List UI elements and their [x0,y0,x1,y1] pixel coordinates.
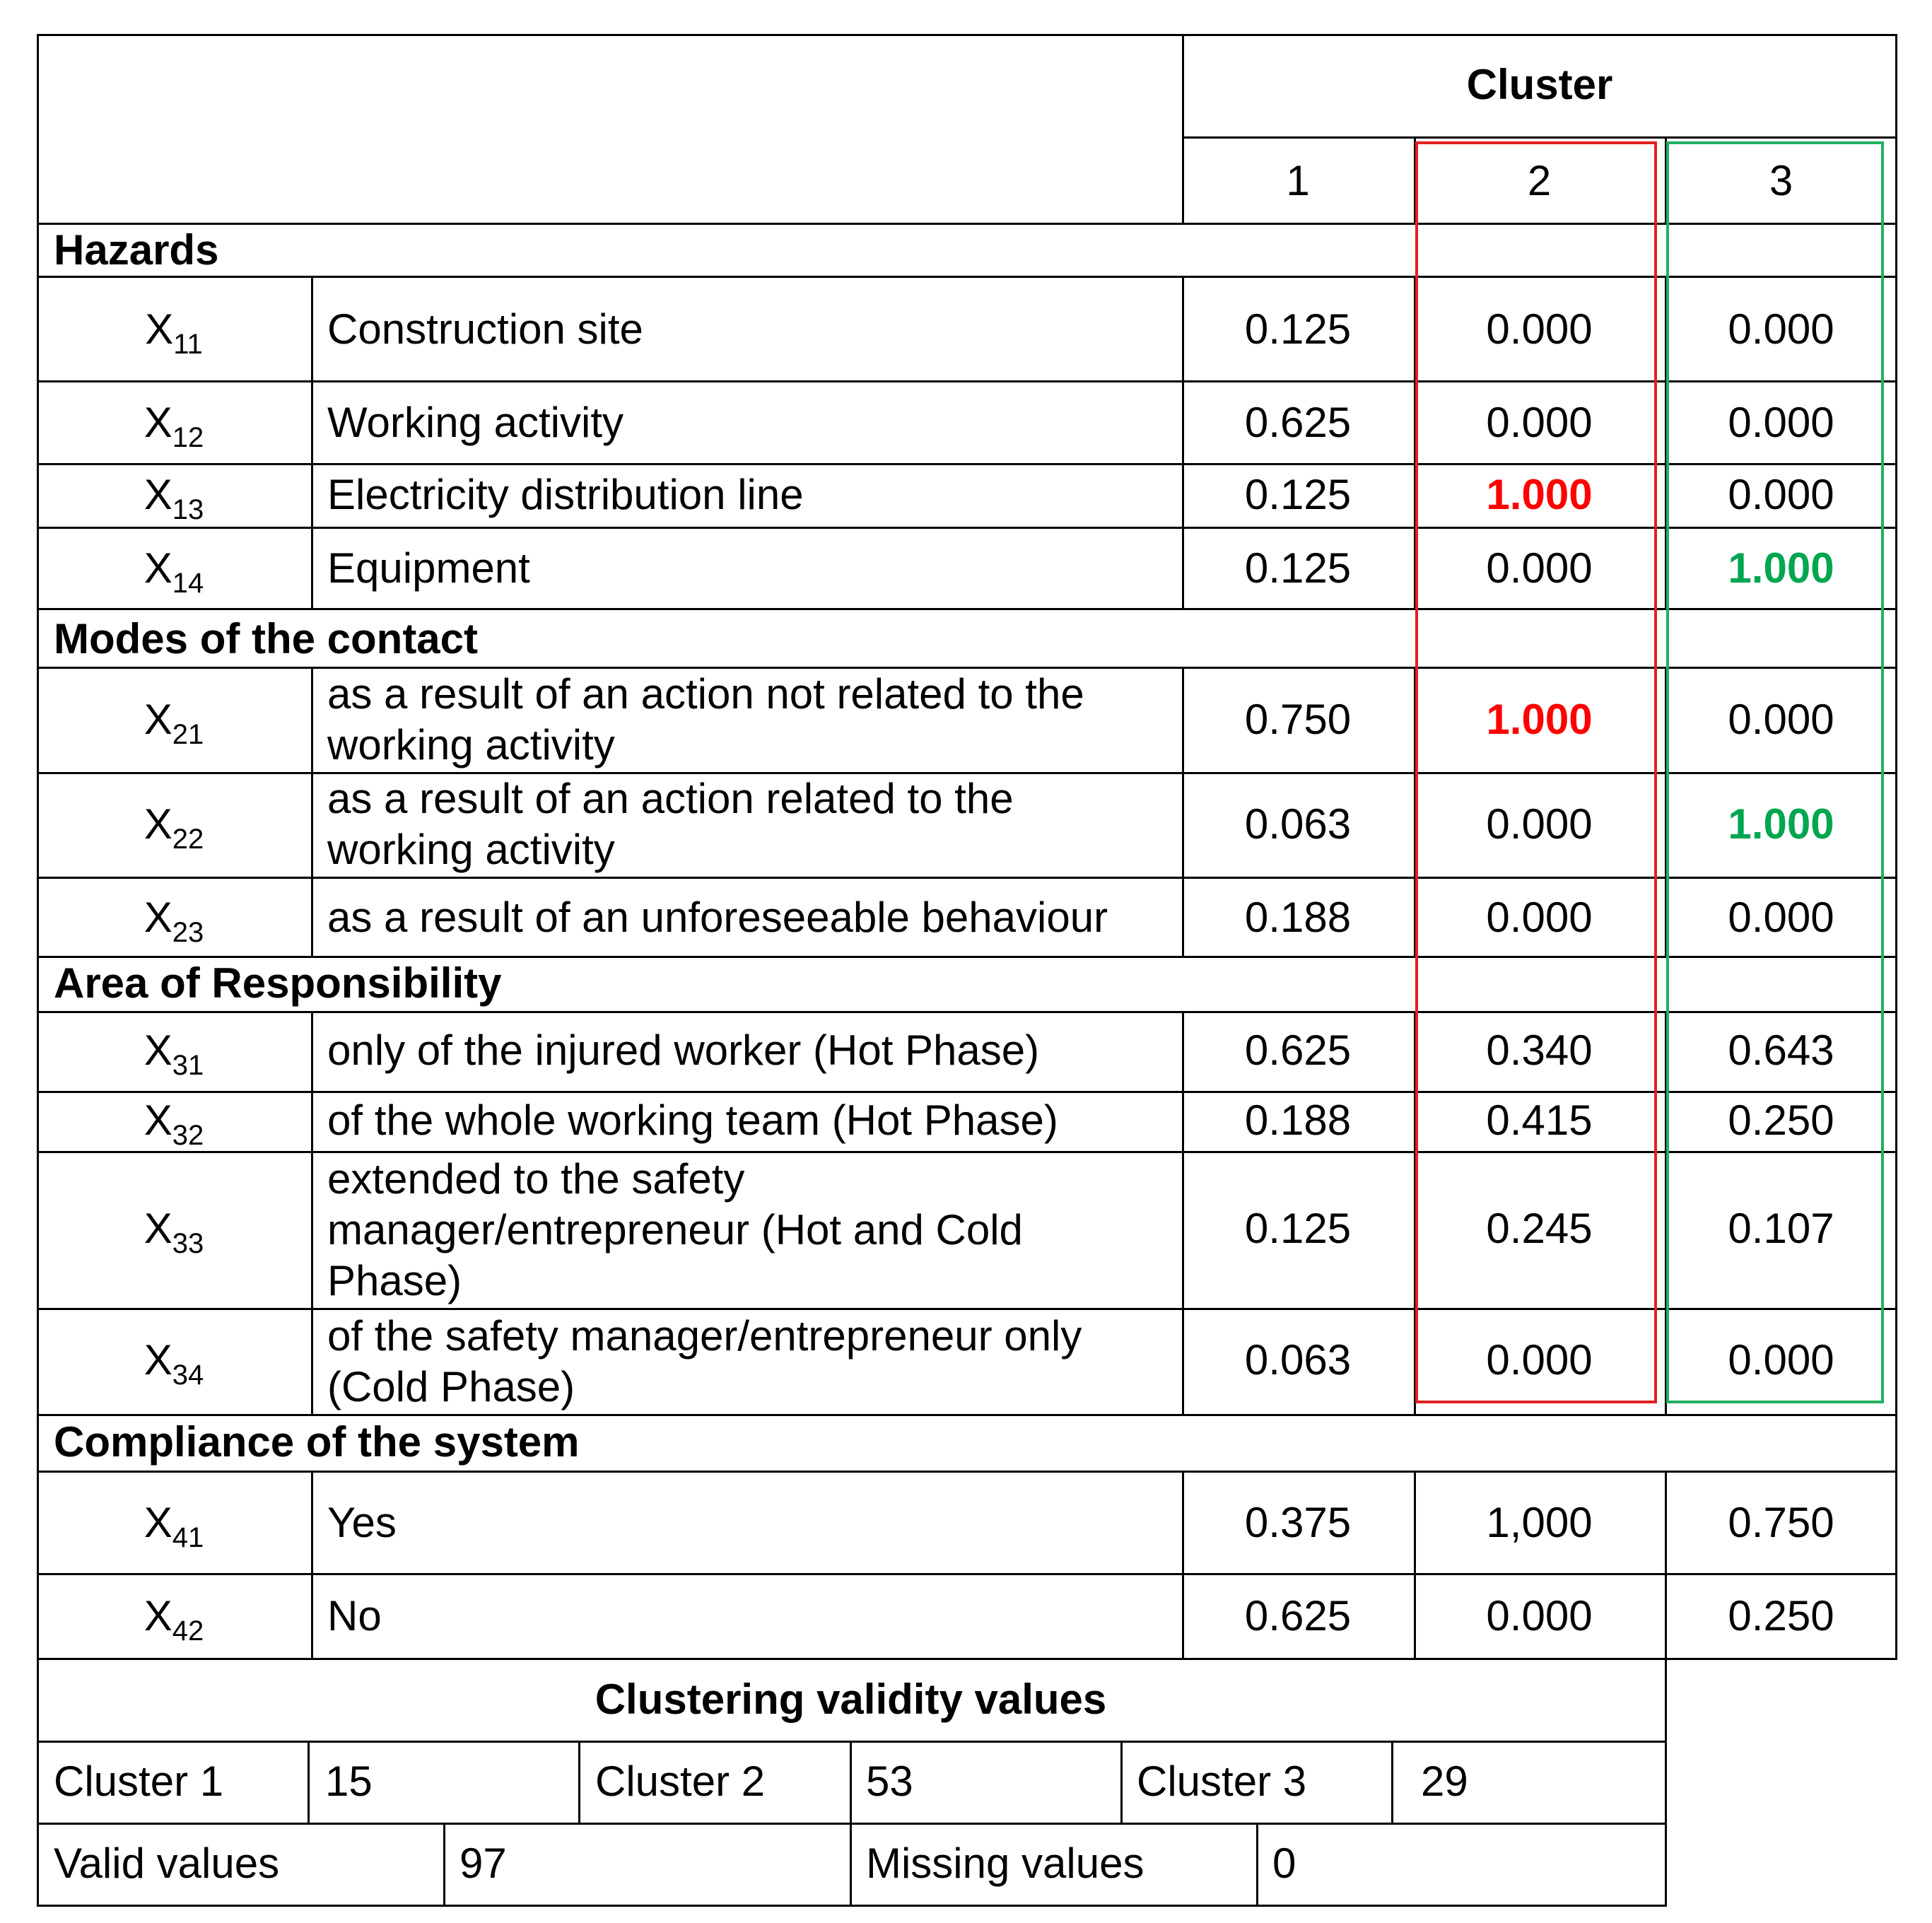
variable-code: $X_{21}$ [144,696,204,750]
value-cluster-1: 0.750 [1244,696,1352,743]
value-cluster-3: 0.250 [1728,1592,1834,1639]
cluster-2-label: Cluster 2 [595,1758,766,1805]
missing-values-label: Missing values [866,1840,1144,1887]
value-cluster-3: 0.000 [1728,894,1834,941]
missing-values-value: 0 [1272,1840,1296,1887]
variable-code: $X_{41}$ [144,1499,204,1553]
row-label: Electricity distribution line [327,471,804,518]
variable-code: $X_{34}$ [144,1336,204,1391]
value-cluster-3: 0.000 [1728,1336,1834,1384]
validity-col-line [1120,1741,1123,1823]
value-cluster-2: 0.000 [1486,544,1593,592]
variable-code: $X_{22}$ [144,800,204,855]
value-cluster-3: 0.750 [1728,1499,1834,1546]
value-cluster-3: 0.000 [1728,471,1834,518]
variable-code: $X_{32}$ [144,1097,204,1151]
row-label: No [327,1592,382,1639]
cluster-2-value: 53 [866,1758,913,1805]
value-cluster-1: 0.188 [1244,1097,1352,1144]
col-line [311,667,313,958]
validity-border-right [1665,1658,1667,1907]
value-cluster-2-highlighted: 1.000 [1486,471,1593,518]
col-line [311,276,313,610]
value-cluster-1: 0.625 [1244,399,1352,446]
validity-col-line [850,1741,852,1905]
value-cluster-2: 0.000 [1486,1592,1593,1639]
value-cluster-1: 0.125 [1244,471,1352,518]
row-label: Working activity [327,399,624,446]
row-label: extended to the safety manager/entrepreneur (Hot and Cold Phase) [327,1155,1023,1304]
validity-title: Clustering validity values [595,1676,1107,1723]
table-border-top [37,34,1897,36]
row-label: Equipment [327,544,530,592]
value-cluster-1: 0.125 [1244,544,1352,592]
validity-row-line [37,1823,1667,1825]
value-cluster-3: 0.250 [1728,1097,1834,1144]
valid-values-label: Valid values [54,1840,280,1887]
variable-code: $X_{31}$ [144,1027,204,1081]
validity-col-line [1391,1741,1393,1823]
validity-col-line [308,1741,310,1823]
value-cluster-1: 0.375 [1244,1499,1352,1546]
value-cluster-3: 0.643 [1728,1027,1834,1074]
section-title-hazards: Hazards [54,226,219,274]
value-cluster-3: 0.000 [1728,399,1834,446]
value-cluster-3: 0.000 [1728,305,1834,353]
value-cluster-1: 0.188 [1244,894,1352,941]
col-line [311,1011,313,1415]
row-line [37,1658,1897,1660]
row-label: as a result of an unforeseeable behaviour [327,894,1108,941]
value-cluster-3: 0.000 [1728,696,1834,743]
row-label: Construction site [327,305,643,353]
value-cluster-2: 0.000 [1486,894,1593,941]
section-title-modes-of-contact: Modes of the contact [54,615,479,662]
variable-code: $X_{33}$ [144,1205,204,1259]
valid-values-value: 97 [459,1840,507,1887]
value-cluster-2: 0.245 [1486,1205,1593,1252]
validity-col-line [1256,1823,1258,1905]
validity-col-line [443,1823,445,1905]
value-cluster-3: 0.107 [1728,1205,1834,1252]
row-label: only of the injured worker (Hot Phase) [327,1027,1040,1074]
value-cluster-3-highlighted: 1.000 [1728,800,1834,848]
cluster-1-value: 15 [325,1758,373,1805]
cluster-number-2: 2 [1527,157,1552,204]
row-line [37,1471,1897,1473]
cluster-3-label: Cluster 3 [1137,1758,1307,1805]
validity-row-line [37,1741,1667,1743]
value-cluster-1: 0.063 [1244,1336,1352,1384]
value-cluster-1: 0.625 [1244,1592,1352,1639]
variable-code: $X_{14}$ [144,544,204,599]
value-cluster-1: 0.125 [1244,305,1352,353]
row-line [37,1573,1897,1575]
value-cluster-2: 0.000 [1486,305,1593,353]
cluster-header: Cluster [1466,61,1613,108]
cluster-1-label: Cluster 1 [54,1758,224,1805]
validity-border-bottom [37,1905,1667,1907]
row-label: Yes [327,1499,397,1546]
section-title-compliance: Compliance of the system [54,1418,580,1466]
variable-code: $X_{13}$ [144,471,204,525]
value-cluster-1: 0.125 [1244,1205,1352,1252]
value-cluster-1: 0.063 [1244,800,1352,848]
validity-col-line [578,1741,580,1823]
cluster-subheader-line [1182,136,1897,139]
value-cluster-1: 0.625 [1244,1027,1352,1074]
value-cluster-2: 0.000 [1486,399,1593,446]
col-line [311,1471,313,1660]
cluster-number-1: 1 [1286,157,1310,204]
row-label: as a result of an action not related to the working activity [327,670,1084,768]
row-label: of the whole working team (Hot Phase) [327,1097,1058,1144]
variable-code: $X_{11}$ [145,305,203,360]
value-cluster-2: 1,000 [1486,1499,1593,1546]
cluster-3-value: 29 [1421,1758,1468,1805]
value-cluster-3-highlighted: 1.000 [1728,544,1834,592]
value-cluster-2-highlighted: 1.000 [1486,696,1593,743]
value-cluster-2: 0.000 [1486,1336,1593,1384]
row-label: as a result of an action related to the working activity [327,775,1014,873]
row-label: of the safety manager/entrepreneur only (Cold Phase) [327,1312,1082,1410]
variable-code: $X_{12}$ [144,399,204,453]
value-cluster-2: 0.415 [1486,1097,1593,1144]
cluster-number-3: 3 [1769,157,1793,204]
variable-code: $X_{42}$ [144,1592,204,1647]
variable-code: $X_{23}$ [144,894,204,948]
row-line [37,1414,1897,1416]
section-title-area-of-responsibility: Area of Responsibility [54,959,502,1007]
value-cluster-2: 0.340 [1486,1027,1593,1074]
value-cluster-2: 0.000 [1486,800,1593,848]
